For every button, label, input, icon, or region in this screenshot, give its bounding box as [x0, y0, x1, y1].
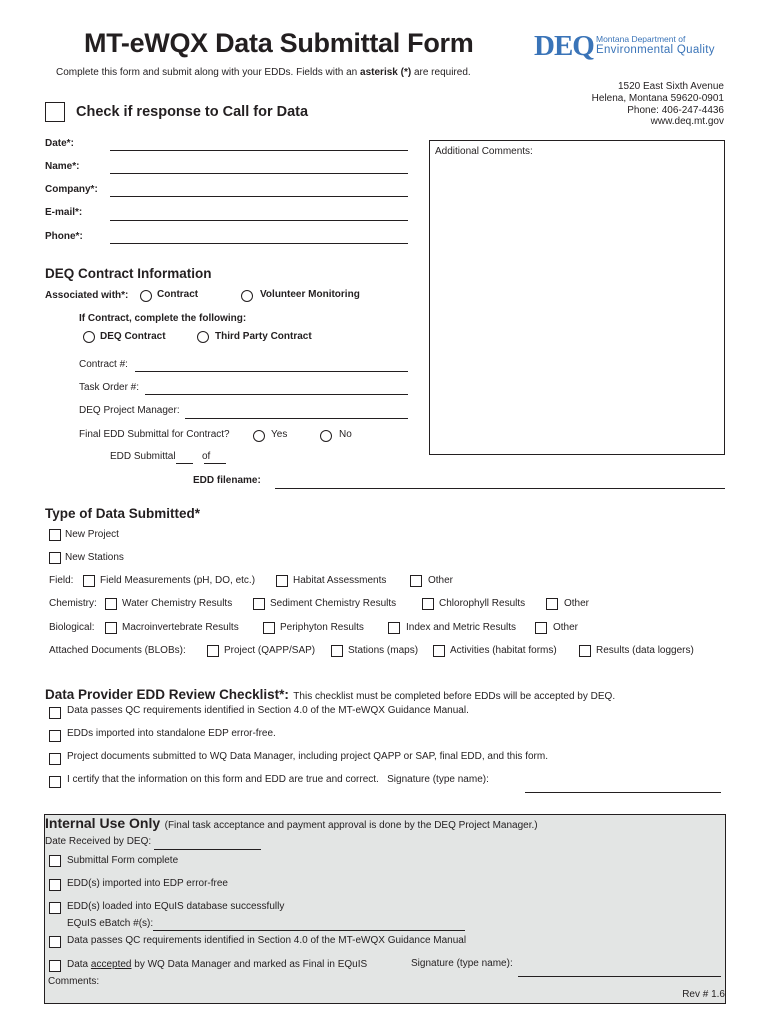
edd-submittal-total-field[interactable] [204, 463, 226, 464]
name-label: Name*: [45, 161, 80, 172]
biological-other-label: Other [553, 622, 579, 633]
final-edd-label: Final EDD Submittal for Contract? [79, 429, 230, 440]
internal-note: (Final task acceptance and payment approval is done by the DEQ Project Manager.) [164, 820, 538, 831]
periphyton-checkbox[interactable] [263, 622, 275, 634]
new-project-checkbox[interactable] [49, 529, 61, 541]
new-stations-label: New Stations [65, 552, 124, 563]
stations-maps-label: Stations (maps) [348, 645, 419, 656]
checklist-heading: Data Provider EDD Review Checklist*: [45, 687, 289, 702]
deq-contract-radio[interactable] [83, 331, 95, 343]
habitat-assessments-checkbox[interactable] [276, 575, 288, 587]
phone-label: Phone*: [45, 231, 83, 242]
address-line: 1520 East Sixth Avenue [617, 81, 724, 92]
chemistry-other-checkbox[interactable] [546, 598, 558, 610]
new-stations-checkbox[interactable] [49, 552, 61, 564]
new-project-label: New Project [65, 529, 119, 540]
intro-end: are required. [413, 67, 471, 78]
certify-label: I certify that the information on this form and EDD are true and correct. Signature (type name): [67, 774, 489, 785]
submittal-complete-label: Submittal Form complete [67, 855, 179, 866]
intro-bold: asterisk (*) [360, 67, 412, 78]
edd-filename-label: EDD filename: [193, 475, 261, 486]
edp-error-free-label: EDD(s) imported into EDP error-free [67, 878, 228, 889]
edd-submittal-number-field[interactable] [176, 463, 193, 464]
project-manager-field[interactable] [185, 418, 408, 419]
chlorophyll-label: Chlorophyll Results [439, 598, 526, 609]
accepted-checkbox[interactable] [49, 960, 61, 972]
edd-filename-field[interactable] [275, 488, 725, 489]
accepted-label [67, 959, 367, 970]
edp-label: EDDs imported into standalone EDP error-free. [67, 728, 276, 739]
equis-loaded-label: EDD(s) loaded into EQuIS database successfully [67, 901, 285, 912]
edd-of-label: of [202, 451, 211, 462]
edp-checkbox[interactable] [49, 730, 61, 742]
water-chemistry-checkbox[interactable] [105, 598, 117, 610]
certify-checkbox[interactable] [49, 776, 61, 788]
deq-address [592, 81, 724, 128]
address-line: Helena, Montana 59620-0901 [591, 92, 724, 104]
macroinvertebrate-checkbox[interactable] [105, 622, 117, 634]
ebatch-field[interactable] [153, 930, 465, 931]
call-for-data-checkbox[interactable] [45, 102, 65, 122]
additional-comments-box[interactable] [429, 140, 725, 455]
logo-line2: Environmental Quality [596, 44, 715, 56]
index-metric-checkbox[interactable] [388, 622, 400, 634]
internal-qc-label: Data passes QC requirements identified in Section 4.0 of the MT-eWQX Guidance Manual [67, 935, 467, 946]
deq-contract-label: DEQ Contract [100, 331, 166, 342]
sediment-chemistry-label: Sediment Chemistry Results [270, 598, 397, 609]
water-chemistry-label: Water Chemistry Results [122, 598, 233, 609]
internal-qc-checkbox[interactable] [49, 936, 61, 948]
internal-heading-row [45, 815, 538, 833]
task-order-field[interactable] [145, 394, 408, 395]
contract-number-field[interactable] [135, 371, 408, 372]
volunteer-radio-label: Volunteer Monitoring [260, 289, 360, 300]
results-loggers-checkbox[interactable] [579, 645, 591, 657]
final-edd-yes-label: Yes [271, 429, 288, 440]
date-field[interactable] [110, 150, 408, 151]
final-edd-no-radio[interactable] [320, 430, 332, 442]
project-documents-label: Project documents submitted to WQ Data Manager, including project QAPP or SAP, final EDD, and this form. [67, 751, 548, 762]
volunteer-radio[interactable] [241, 290, 253, 302]
project-qapp-label: Project (QAPP/SAP) [224, 645, 316, 656]
project-documents-checkbox[interactable] [49, 753, 61, 765]
index-metric-label: Index and Metric Results [406, 622, 517, 633]
call-for-data-label: Check if response to Call for Data [76, 104, 309, 120]
field-measurements-label: Field Measurements (pH, DO, etc.) [100, 575, 256, 586]
logo-deq: DEQ [534, 30, 594, 62]
date-received-field[interactable] [154, 849, 261, 850]
equis-loaded-checkbox[interactable] [49, 902, 61, 914]
final-edd-no-label: No [339, 429, 352, 440]
edd-submittal-label: EDD Submittal [110, 451, 176, 462]
attached-documents-label: Attached Documents (BLOBs): [49, 645, 186, 656]
name-field[interactable] [110, 173, 408, 174]
macroinvertebrate-label: Macroinvertebrate Results [122, 622, 239, 633]
biological-label: Biological: [49, 622, 95, 633]
provider-signature-field[interactable] [525, 792, 721, 793]
edp-error-free-checkbox[interactable] [49, 879, 61, 891]
accepted-underlined: accepted [90, 959, 132, 970]
form-instructions [56, 67, 471, 78]
results-loggers-label: Results (data loggers) [596, 645, 694, 656]
contract-number-label: Contract #: [79, 359, 128, 370]
if-contract-label: If Contract, complete the following: [79, 313, 247, 324]
accepted-pre: Data [67, 959, 91, 970]
third-party-radio[interactable] [197, 331, 209, 343]
internal-signature-label: Signature (type name): [411, 958, 513, 969]
checklist-note: This checklist must be completed before EDDs will be accepted by DEQ. [293, 691, 616, 702]
activities-label: Activities (habitat forms) [450, 645, 557, 656]
activities-checkbox[interactable] [433, 645, 445, 657]
form-title: MT-eWQX Data Submittal Form [84, 28, 474, 58]
address-phone: Phone: 406-247-4436 [627, 104, 724, 116]
date-label: Date*: [45, 138, 74, 149]
chlorophyll-checkbox[interactable] [422, 598, 434, 610]
habitat-assessments-label: Habitat Assessments [293, 575, 387, 586]
task-order-label: Task Order #: [79, 382, 140, 393]
intro-text: Complete this form and submit along with your EDDs. Fields with an [56, 67, 358, 78]
email-field[interactable] [110, 220, 408, 221]
associated-label: Associated with*: [45, 290, 129, 301]
final-edd-yes-radio[interactable] [253, 430, 265, 442]
qc-checkbox[interactable] [49, 707, 61, 719]
date-received-label: Date Received by DEQ: [45, 836, 152, 847]
company-field[interactable] [110, 196, 408, 197]
project-manager-label: DEQ Project Manager: [79, 405, 180, 416]
contract-radio[interactable] [140, 290, 152, 302]
additional-comments-label: Additional Comments: [435, 146, 533, 157]
qc-label: Data passes QC requirements identified in Section 4.0 of the MT-eWQX Guidance Manual. [67, 705, 469, 716]
checklist-heading-row [45, 686, 615, 704]
project-qapp-checkbox[interactable] [207, 645, 219, 657]
field-measurements-checkbox[interactable] [83, 575, 95, 587]
biological-other-checkbox[interactable] [535, 622, 547, 634]
contract-info-heading: DEQ Contract Information [45, 266, 212, 281]
ebatch-label: EQuIS eBatch #(s): [67, 918, 154, 929]
company-label: Company*: [45, 184, 98, 195]
logo-line1: Montana Department of [596, 34, 686, 44]
chemistry-label: Chemistry: [49, 598, 97, 609]
email-label: E-mail*: [45, 207, 83, 218]
field-other-label: Other [428, 575, 454, 586]
phone-field[interactable] [110, 243, 408, 244]
address-website: www.deq.mt.gov [650, 116, 724, 128]
sediment-chemistry-checkbox[interactable] [253, 598, 265, 610]
chemistry-other-label: Other [564, 598, 590, 609]
stations-maps-checkbox[interactable] [331, 645, 343, 657]
internal-comments-label: Comments: [48, 976, 100, 987]
internal-signature-field[interactable] [518, 976, 721, 977]
contract-radio-label: Contract [157, 289, 199, 300]
field-label: Field: [49, 575, 74, 586]
accepted-post: by WQ Data Manager and marked as Final in EQuIS [131, 959, 368, 970]
deq-logo [534, 30, 724, 66]
periphyton-label: Periphyton Results [280, 622, 364, 633]
data-type-heading: Type of Data Submitted* [45, 506, 201, 521]
third-party-label: Third Party Contract [215, 331, 312, 342]
field-other-checkbox[interactable] [410, 575, 422, 587]
internal-heading: Internal Use Only [45, 815, 161, 831]
revision-number: Rev # 1.6 [682, 989, 725, 1000]
submittal-complete-checkbox[interactable] [49, 855, 61, 867]
